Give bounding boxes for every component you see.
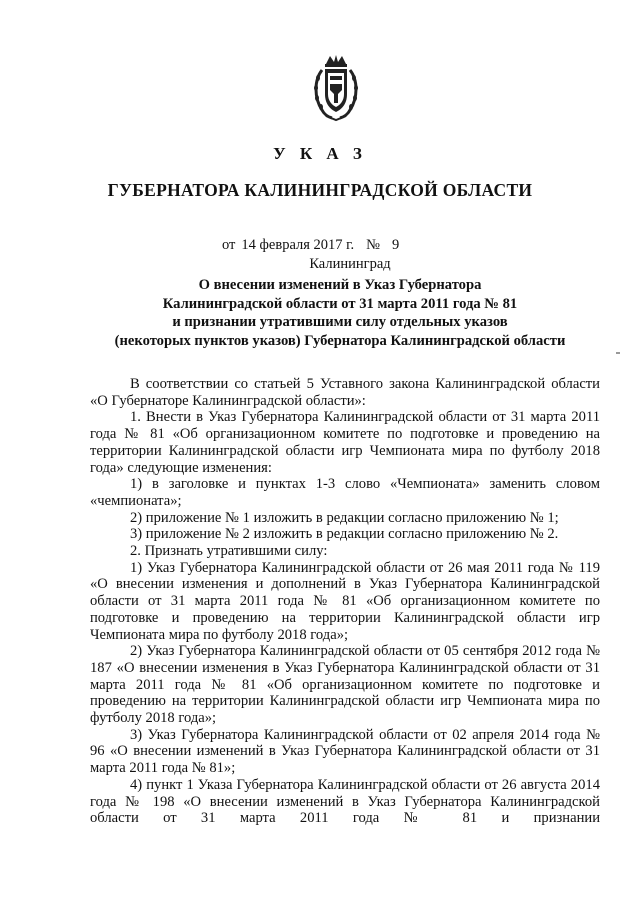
paragraph-subitem: 3) приложение № 2 изложить в редакции согласно приложению № 2. [130, 526, 559, 543]
city-name: Калининград [309, 256, 391, 272]
heading-line: Калининградской области от 31 марта 2011 года № 81 [162, 295, 518, 312]
document-body [90, 376, 600, 827]
document-date: 14 февраля 2017 г. [241, 237, 355, 253]
paragraph-item-2: 2. Признать утратившими силу: [130, 543, 328, 560]
number-sign: № [366, 237, 380, 253]
paragraph-subitem: 2) Указ Губернатора Калининградской области от 05 сентября 2012 года № 187 «О внесении изменения в Указ Губернатора Калининградской области от 31 марта 2011 года № 81 «Об организационном комитете по подготовке и проведению на территории Калининградской области игр Чемпионата мира по футболу 2018 года»; [90, 643, 600, 727]
paragraph-item-1: 1. Внести в Указ Губернатора Калининградской области от 31 марта 2011 года № 81 «Об организационном комитете по подготовке и проведению на территории Калининградской области игр Чемпионата мира по футболу 2018 года» следующие изменения: [90, 409, 600, 476]
paragraph-subitem: 1) Указ Губернатора Калининградской области от 26 мая 2011 года № 119 «О внесении изменения и дополнений в Указ Губернатора Калининградской области от 31 марта 2011 года № 81 «Об организационном комитете по подготовке и проведению на территории Калининградской области игр Чемпионата мира по футболу 2018 года»; [90, 559, 600, 643]
paragraph-subitem: 1) в заголовке и пунктах 1-3 слово «Чемпионата» заменить словом «чемпионата»; [90, 476, 600, 509]
date-line [222, 237, 399, 254]
paragraph-subitem: 3) Указ Губернатора Калининградской области от 02 апреля 2014 года № 96 «О внесении изменений в Указ Губернатора Калининградской области от 31 марта 2011 года № 81»; [90, 726, 600, 777]
document-number: 9 [391, 237, 400, 253]
paragraph-preamble: В соответствии со статьей 5 Уставного закона Калининградской области «О Губернаторе Калининградской области»: [90, 376, 600, 409]
issuer-title: ГУБЕРНАТОРА КАЛИНИНГРАДСКОЙ ОБЛАСТИ [107, 180, 533, 200]
heading-line: (некоторых пунктов указов) Губернатора Калининградской области [114, 332, 566, 349]
heading-line: и признании утратившими силу отдельных указов [172, 314, 508, 330]
date-prefix: от [222, 237, 236, 253]
scan-mark [616, 352, 620, 354]
document-type-title: У К А З [273, 144, 367, 163]
document-heading [80, 276, 600, 350]
heading-line: О внесении изменений в Указ Губернатора [198, 277, 482, 293]
paragraph-subitem: 4) пункт 1 Указа Губернатора Калининградской области от 26 августа 2014 года № 198 «О внесении изменений в Указ Губернатора Калининградской области от 31 марта 2011 года № 81 и признании [90, 776, 600, 827]
paragraph-subitem: 2) приложение № 1 изложить в редакции согласно приложению № 1; [130, 509, 559, 526]
coat-of-arms-icon [312, 54, 360, 122]
